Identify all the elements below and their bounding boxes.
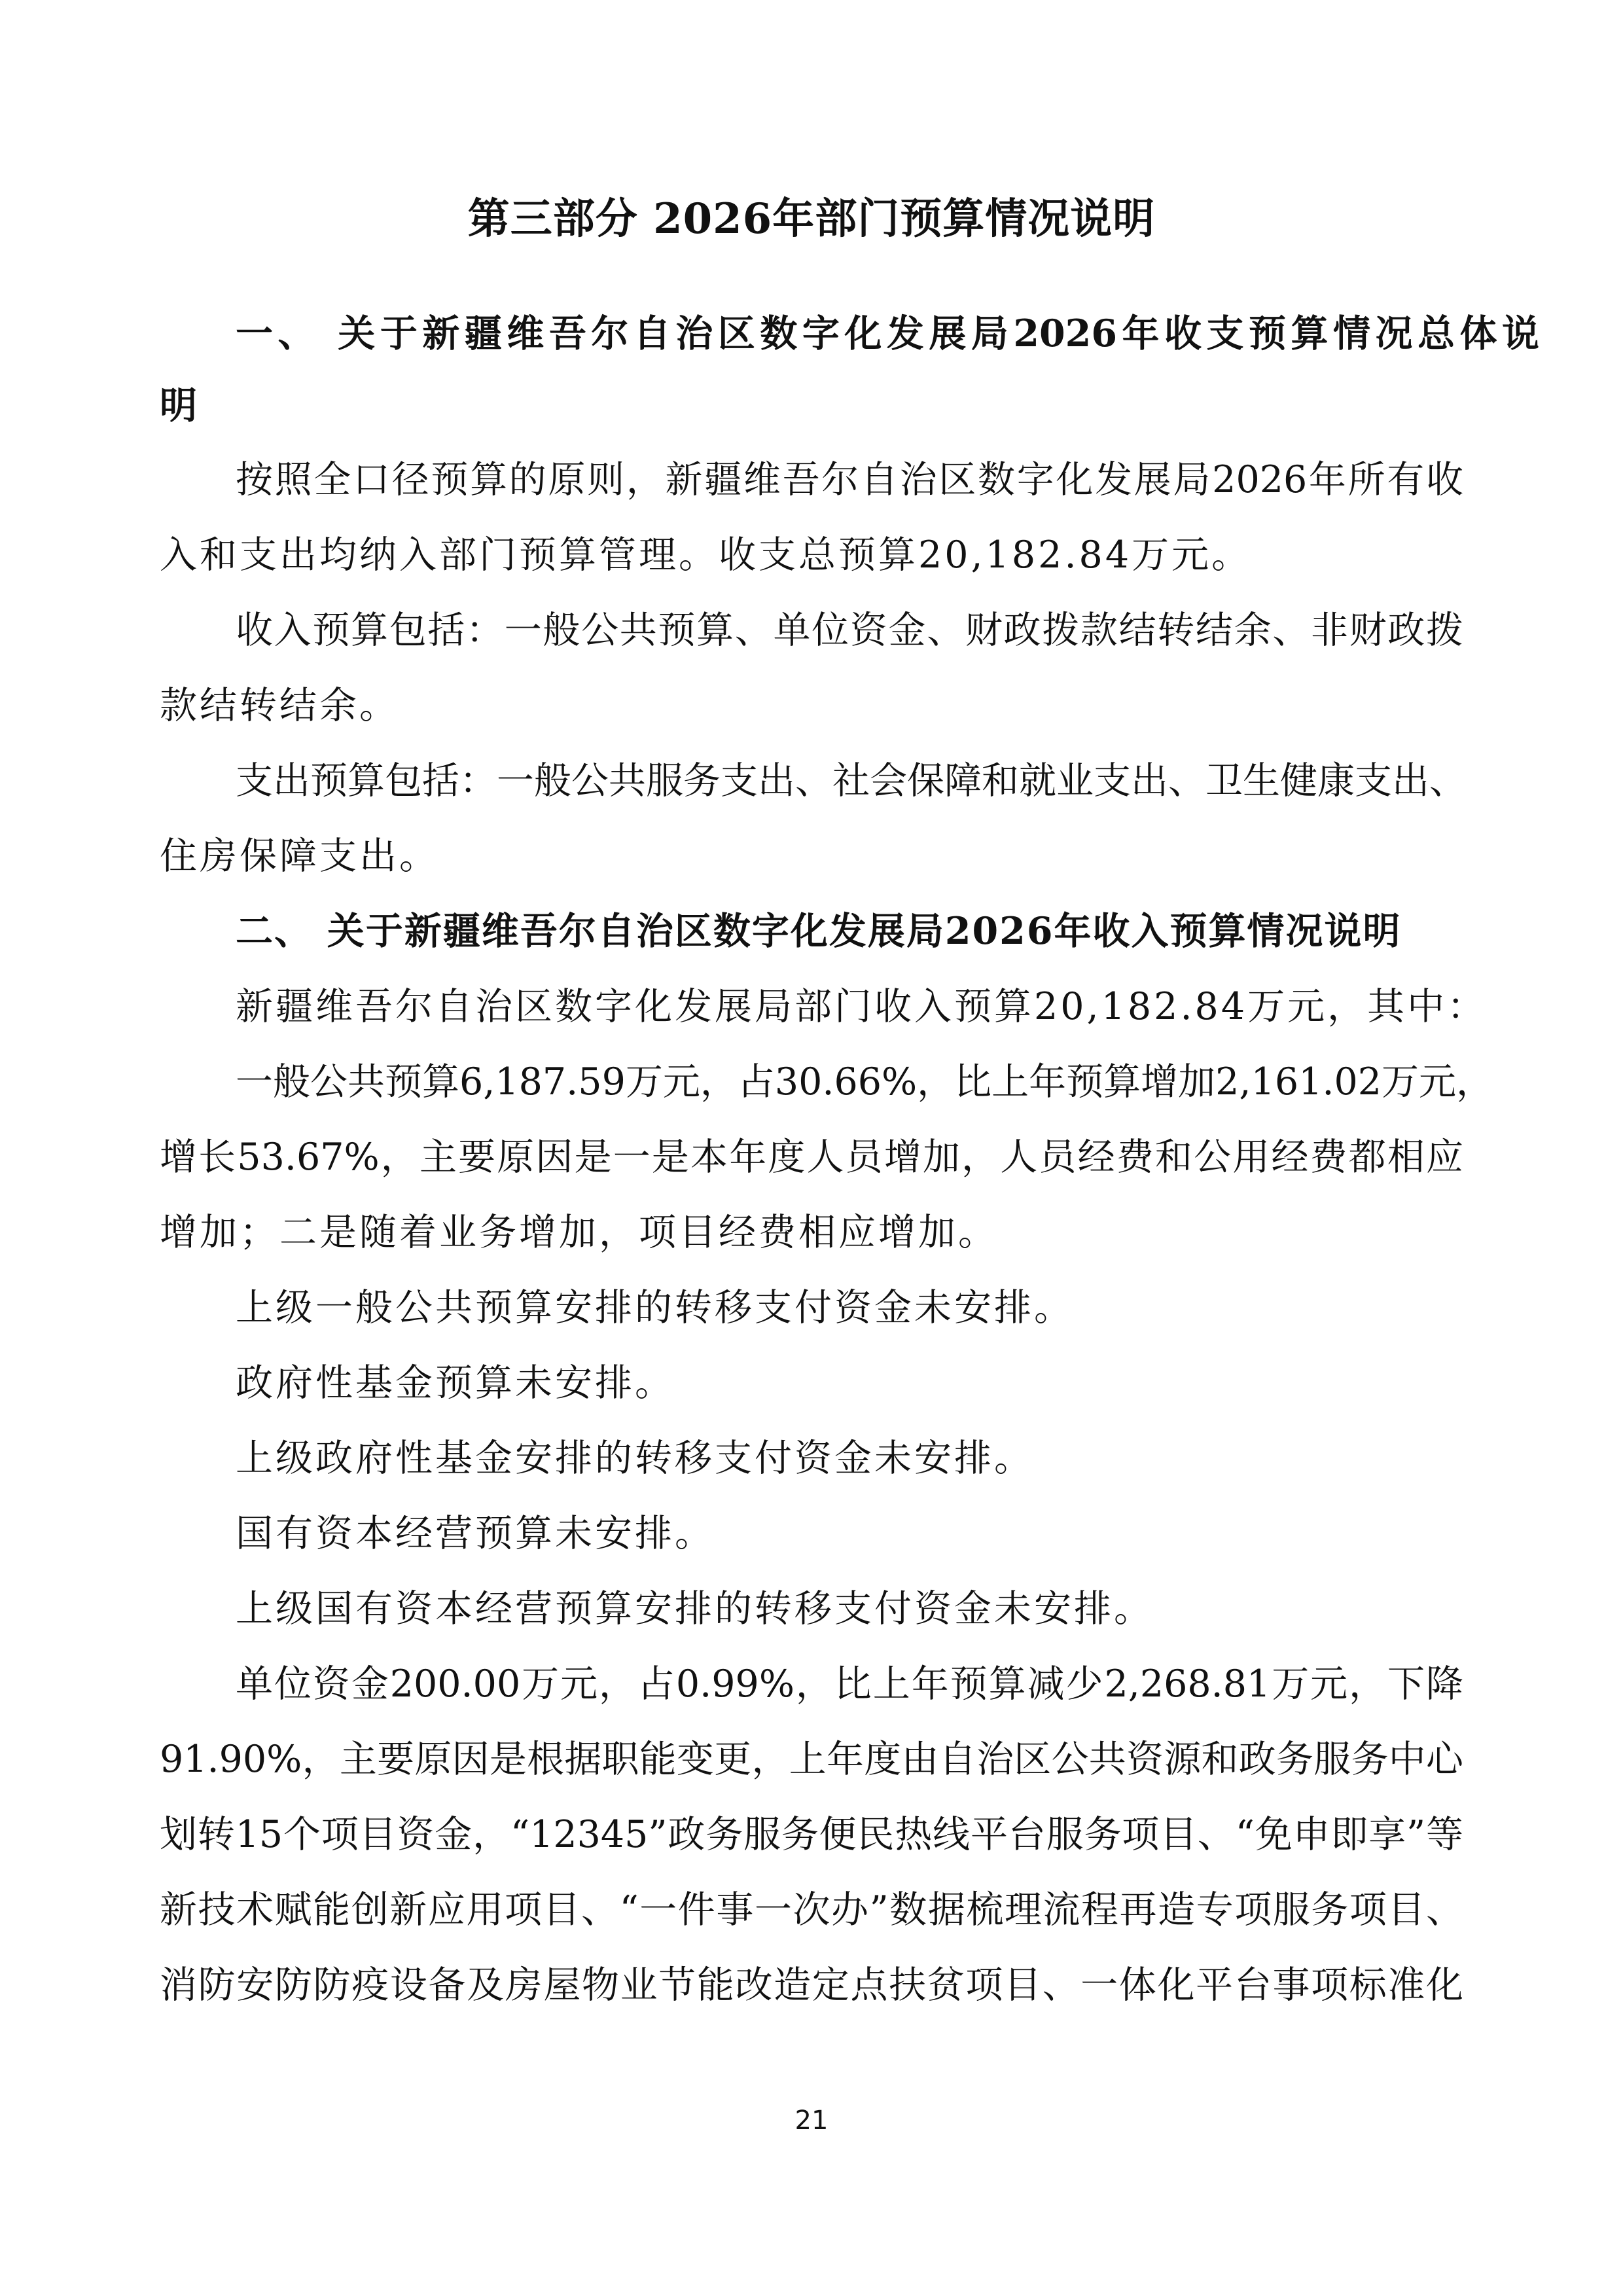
paragraph-line: 款结转结余。 bbox=[160, 684, 399, 727]
paragraph-line: 增加；二是随着业务增加，项目经费相应增加。 bbox=[160, 1211, 998, 1254]
section-heading-1: 一、 关于新疆维吾尔自治区数字化发展局2026年收支预算情况总体说 bbox=[236, 312, 1539, 355]
paragraph-line: 上级一般公共预算安排的转移支付资金未安排。 bbox=[236, 1286, 1074, 1329]
paragraph-line: 国有资本经营预算未安排。 bbox=[236, 1512, 715, 1555]
paragraph-line: 新技术赋能创新应用项目、“一件事一次办”数据梳理流程再造专项服务项目、 bbox=[160, 1888, 1463, 1931]
paragraph-line: 上级政府性基金安排的转移支付资金未安排。 bbox=[236, 1437, 1034, 1480]
paragraph-line: 91.90%，主要原因是根据职能变更，上年度由自治区公共资源和政务服务中心 bbox=[160, 1738, 1463, 1781]
paragraph-line: 收入预算包括：一般公共预算、单位资金、财政拨款结转结余、非财政拨 bbox=[236, 609, 1463, 652]
paragraph-line: 增长53.67%，主要原因是一是本年度人员增加，人员经费和公用经费都相应 bbox=[160, 1136, 1463, 1179]
page-title: 第三部分 2026年部门预算情况说明 bbox=[467, 194, 1156, 243]
page-number: 21 bbox=[794, 2106, 829, 2136]
paragraph-line: 入和支出均纳入部门预算管理。收支总预算20,182.84万元。 bbox=[160, 533, 1252, 577]
paragraph-line: 消防安防防疫设备及房屋物业节能改造定点扶贫项目、一体化平台事项标准化 bbox=[160, 1964, 1463, 2007]
paragraph-line: 新疆维吾尔自治区数字化发展局部门收入预算20,182.84万元，其中： bbox=[236, 985, 1488, 1028]
paragraph-line: 单位资金200.00万元，占0.99%，比上年预算减少2,268.81万元，下降 bbox=[236, 1662, 1463, 1706]
paragraph-line: 划转15个项目资金，“12345”政务服务便民热线平台服务项目、“免申即享”等 bbox=[160, 1813, 1463, 1856]
section-heading-2: 二、 关于新疆维吾尔自治区数字化发展局2026年收入预算情况说明 bbox=[236, 909, 1402, 953]
paragraph-line: 一般公共预算6,187.59万元，占30.66%，比上年预算增加2,161.02万元， bbox=[236, 1060, 1493, 1103]
paragraph-line: 上级国有资本经营预算安排的转移支付资金未安排。 bbox=[236, 1587, 1154, 1630]
paragraph-line: 支出预算包括：一般公共服务支出、社会保障和就业支出、卫生健康支出、 bbox=[236, 759, 1467, 802]
paragraph-line: 住房保障支出。 bbox=[160, 834, 439, 878]
paragraph-line: 政府性基金预算未安排。 bbox=[236, 1361, 675, 1405]
paragraph-line: 按照全口径预算的原则，新疆维吾尔自治区数字化发展局2026年所有收 bbox=[236, 458, 1463, 501]
section-heading-1-continued: 明 bbox=[160, 384, 198, 427]
